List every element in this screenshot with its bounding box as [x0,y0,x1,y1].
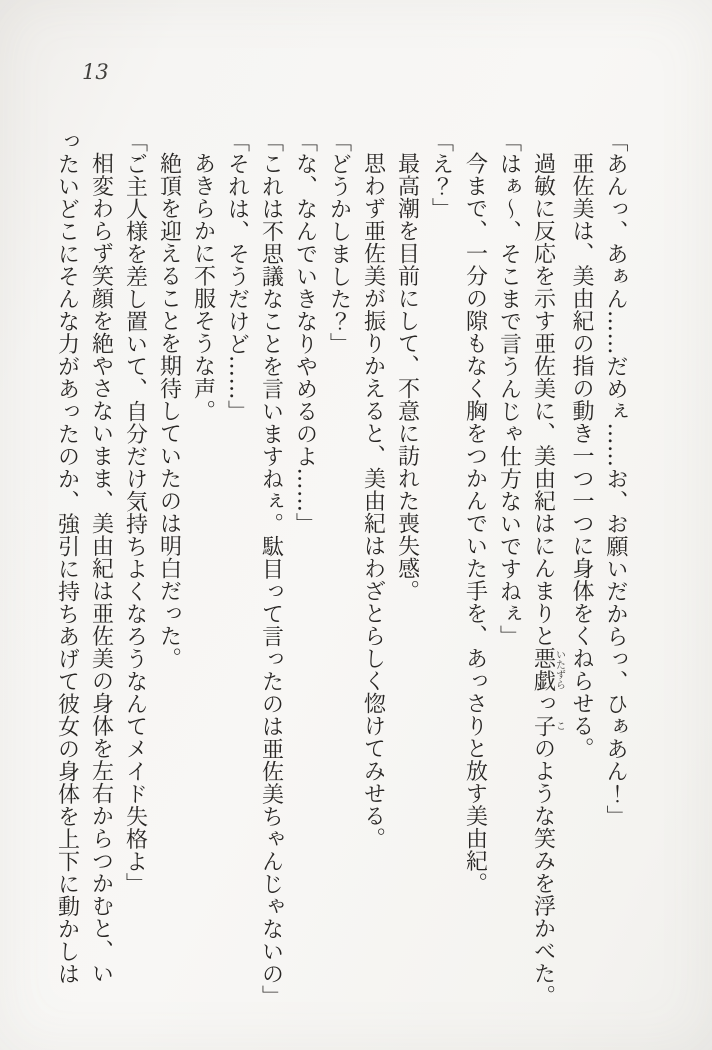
text-line: あきらかに不服そうな声。 [190,152,216,422]
text-line: 過敏に反応を示す亜佐美に、美由紀はにんまりと悪戯いたずらっ子このような笑みを浮かべた。 [530,152,565,1007]
text-line: 「あんっ、あぁん……だめぇ……お、お願いだからっ、ひぁあん！」 [603,130,628,828]
text-line: 最高潮を目前にして、不意に訪れた喪失感。 [394,152,420,602]
text-line: 「え？」 [428,130,454,220]
page-number: 13 [82,60,109,84]
text-line: 絶頂を迎えることを期待していたのは明白だった。 [156,152,182,670]
text-line: 思わず亜佐美が振りかえると、美由紀はわざとらしく惚けてみせる。 [360,152,386,850]
text-line: 「それは、そうだけど……」 [224,130,250,423]
text-line: 「これは不思議なことを言いますねぇ。駄目って言ったのは亜佐美ちゃんじゃないの」 [258,130,284,1008]
text-line: 亜佐美は、美由紀の指の動き一つ一つに身体をくねらせる。 [569,152,594,760]
text-line: 「ご主人様を差し置いて、自分だけ気持ちよくなろうなんてメイド失格よ」 [122,130,148,895]
text-line: ったいどこにそんな力があったのか、強引に持ちあげて彼女の身体を上下に動かしは [54,130,80,985]
text-line: 今まで、一分の隙もなく胸をつかんでいた手を、あっさりと放す美由紀。 [462,152,488,895]
text-line: 相変わらず笑顔を絶やさないまま、美由紀は亜佐美の身体を左右からつかむと、い [88,152,114,985]
text-line: 「はぁ〜、そこまで言うんじゃ仕方ないですねぇ」 [496,130,522,648]
text-line: 「な、なんでいきなりやめるのよ……」 [292,130,318,535]
text-block [50,130,633,1025]
text-line: 「どうかしました？」 [326,130,352,355]
